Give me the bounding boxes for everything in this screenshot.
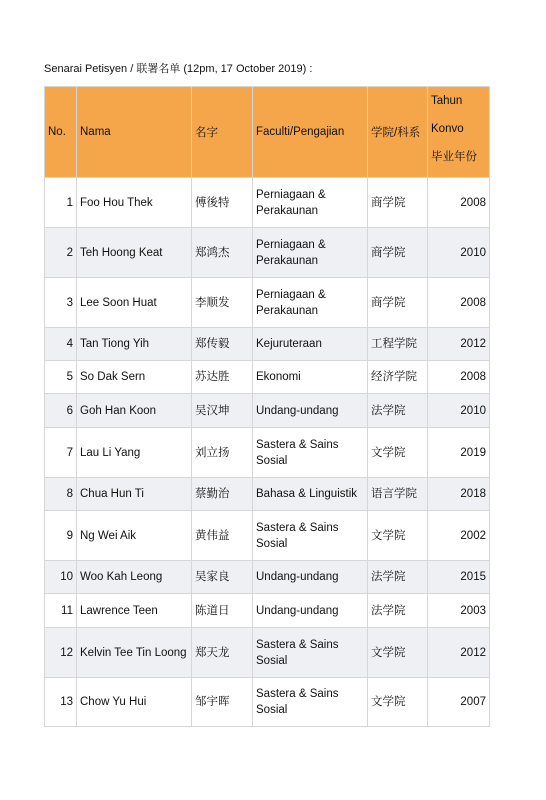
cell-nama: Ng Wei Aik bbox=[77, 511, 192, 561]
cell-faculty: Perniagaan & Perakaunan bbox=[253, 228, 368, 278]
table-header bbox=[45, 87, 490, 178]
cell-college: 文学院 bbox=[368, 628, 428, 678]
cell-year: 2018 bbox=[428, 478, 490, 511]
cell-nama: Teh Hoong Keat bbox=[77, 228, 192, 278]
cell-chinese-name: 李顺发 bbox=[192, 278, 253, 328]
cell-no: 5 bbox=[45, 361, 77, 394]
cell-nama: Goh Han Koon bbox=[77, 394, 192, 428]
cell-no: 1 bbox=[45, 178, 77, 228]
header-row bbox=[45, 87, 490, 178]
cell-no: 9 bbox=[45, 511, 77, 561]
header-faculty: Faculti/Pengajian bbox=[253, 87, 368, 178]
cell-faculty: Undang-undang bbox=[253, 561, 368, 594]
cell-chinese-name: 蔡勤治 bbox=[192, 478, 253, 511]
cell-year: 2015 bbox=[428, 561, 490, 594]
cell-year: 2019 bbox=[428, 428, 490, 478]
cell-faculty: Kejuruteraan bbox=[253, 328, 368, 361]
cell-no: 11 bbox=[45, 594, 77, 628]
cell-year: 2008 bbox=[428, 178, 490, 228]
header-year-line2: Konvo bbox=[431, 123, 464, 135]
table-row bbox=[45, 678, 490, 727]
header-nama: Nama bbox=[77, 87, 192, 178]
cell-no: 13 bbox=[45, 678, 77, 727]
cell-college: 文学院 bbox=[368, 511, 428, 561]
table-row bbox=[45, 561, 490, 594]
cell-chinese-name: 郑天龙 bbox=[192, 628, 253, 678]
cell-nama: Lawrence Teen bbox=[77, 594, 192, 628]
cell-college: 商学院 bbox=[368, 278, 428, 328]
table-row bbox=[45, 478, 490, 511]
cell-no: 12 bbox=[45, 628, 77, 678]
cell-year: 2010 bbox=[428, 394, 490, 428]
table-row bbox=[45, 278, 490, 328]
header-chinese-name: 名字 bbox=[192, 87, 253, 178]
cell-nama: So Dak Sern bbox=[77, 361, 192, 394]
cell-nama: Chua Hun Ti bbox=[77, 478, 192, 511]
page-caption: Senarai Petisyen / 联署名单 (12pm, 17 October 2019) : bbox=[44, 63, 313, 75]
cell-year: 2003 bbox=[428, 594, 490, 628]
cell-nama: Lau Li Yang bbox=[77, 428, 192, 478]
header-year-line1: Tahun bbox=[431, 95, 463, 107]
cell-faculty: Sastera & Sains Sosial bbox=[253, 628, 368, 678]
header-college: 学院/科系 bbox=[368, 87, 428, 178]
cell-no: 4 bbox=[45, 328, 77, 361]
cell-nama: Woo Kah Leong bbox=[77, 561, 192, 594]
cell-chinese-name: 吴汉坤 bbox=[192, 394, 253, 428]
header-year bbox=[428, 87, 490, 178]
cell-chinese-name: 傅後特 bbox=[192, 178, 253, 228]
cell-college: 文学院 bbox=[368, 428, 428, 478]
cell-college: 商学院 bbox=[368, 228, 428, 278]
cell-college: 工程学院 bbox=[368, 328, 428, 361]
table-row bbox=[45, 178, 490, 228]
cell-faculty: Ekonomi bbox=[253, 361, 368, 394]
cell-chinese-name: 吴家良 bbox=[192, 561, 253, 594]
cell-college: 法学院 bbox=[368, 561, 428, 594]
table-row bbox=[45, 361, 490, 394]
table-row bbox=[45, 594, 490, 628]
cell-faculty: Perniagaan & Perakaunan bbox=[253, 178, 368, 228]
cell-year: 2010 bbox=[428, 228, 490, 278]
cell-chinese-name: 刘立扬 bbox=[192, 428, 253, 478]
cell-college: 经济学院 bbox=[368, 361, 428, 394]
cell-chinese-name: 陈道日 bbox=[192, 594, 253, 628]
cell-college: 商学院 bbox=[368, 178, 428, 228]
cell-no: 6 bbox=[45, 394, 77, 428]
header-no: No. bbox=[45, 87, 77, 178]
table-row bbox=[45, 394, 490, 428]
cell-faculty: Undang-undang bbox=[253, 594, 368, 628]
cell-chinese-name: 黄伟益 bbox=[192, 511, 253, 561]
cell-college: 法学院 bbox=[368, 594, 428, 628]
cell-faculty: Perniagaan & Perakaunan bbox=[253, 278, 368, 328]
table-row bbox=[45, 511, 490, 561]
cell-faculty: Bahasa & Linguistik bbox=[253, 478, 368, 511]
cell-no: 2 bbox=[45, 228, 77, 278]
cell-no: 7 bbox=[45, 428, 77, 478]
cell-no: 8 bbox=[45, 478, 77, 511]
cell-year: 2008 bbox=[428, 361, 490, 394]
cell-nama: Chow Yu Hui bbox=[77, 678, 192, 727]
table-body bbox=[45, 178, 490, 727]
cell-chinese-name: 邹宇晖 bbox=[192, 678, 253, 727]
cell-nama: Tan Tiong Yih bbox=[77, 328, 192, 361]
cell-year: 2012 bbox=[428, 628, 490, 678]
cell-year: 2008 bbox=[428, 278, 490, 328]
cell-chinese-name: 苏达胜 bbox=[192, 361, 253, 394]
table-row bbox=[45, 328, 490, 361]
table-row bbox=[45, 428, 490, 478]
cell-faculty: Sastera & Sains Sosial bbox=[253, 428, 368, 478]
cell-nama: Kelvin Tee Tin Loong bbox=[77, 628, 192, 678]
cell-faculty: Sastera & Sains Sosial bbox=[253, 678, 368, 727]
cell-nama: Foo Hou Thek bbox=[77, 178, 192, 228]
cell-no: 3 bbox=[45, 278, 77, 328]
cell-college: 语言学院 bbox=[368, 478, 428, 511]
cell-year: 2012 bbox=[428, 328, 490, 361]
table-row bbox=[45, 628, 490, 678]
cell-chinese-name: 郑鸿杰 bbox=[192, 228, 253, 278]
cell-no: 10 bbox=[45, 561, 77, 594]
cell-year: 2007 bbox=[428, 678, 490, 727]
cell-college: 法学院 bbox=[368, 394, 428, 428]
cell-college: 文学院 bbox=[368, 678, 428, 727]
cell-year: 2002 bbox=[428, 511, 490, 561]
header-year-line3: 毕业年份 bbox=[431, 151, 477, 163]
petition-table bbox=[44, 86, 490, 727]
cell-nama: Lee Soon Huat bbox=[77, 278, 192, 328]
cell-faculty: Undang-undang bbox=[253, 394, 368, 428]
cell-faculty: Sastera & Sains Sosial bbox=[253, 511, 368, 561]
cell-chinese-name: 郑传毅 bbox=[192, 328, 253, 361]
table-row bbox=[45, 228, 490, 278]
